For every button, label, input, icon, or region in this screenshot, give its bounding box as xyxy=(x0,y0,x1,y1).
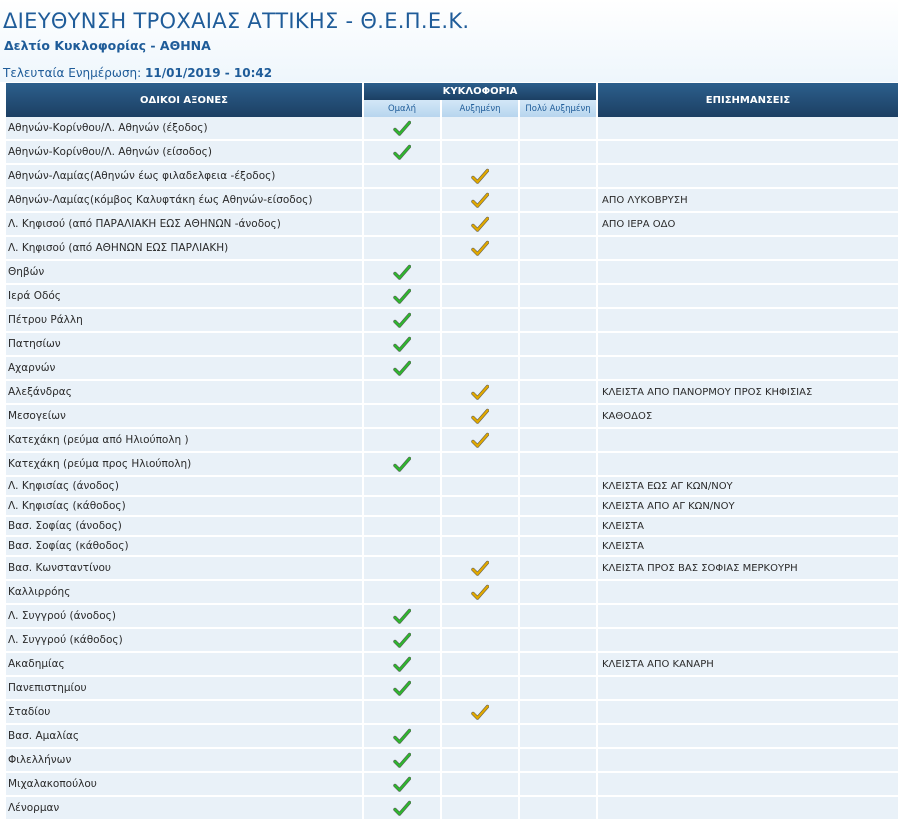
status-cell-very xyxy=(520,189,596,213)
road-name: Ακαδημίας xyxy=(6,653,362,677)
status-cell-normal xyxy=(364,285,440,309)
status-cell-increased xyxy=(442,405,518,429)
status-cell-very xyxy=(520,261,596,285)
check-green-icon xyxy=(393,336,411,352)
status-cell-normal xyxy=(364,677,440,701)
road-name: Βασ. Αμαλίας xyxy=(6,725,362,749)
table-row xyxy=(6,581,898,605)
table-row xyxy=(6,141,898,165)
status-cell-increased xyxy=(442,429,518,453)
status-cell-increased xyxy=(442,557,518,581)
road-name: Πατησίων xyxy=(6,333,362,357)
road-name: Αθηνών-Κορίνθου/Λ. Αθηνών (είσοδος) xyxy=(6,141,362,165)
status-cell-increased xyxy=(442,497,518,517)
status-cell-increased xyxy=(442,677,518,701)
check-green-icon xyxy=(393,800,411,816)
road-note xyxy=(598,773,898,797)
page-subtitle: Δελτίο Κυκλοφορίας - ΑΘΗΝΑ xyxy=(4,38,211,53)
check-yellow-icon xyxy=(471,584,489,600)
status-cell-increased xyxy=(442,261,518,285)
road-note xyxy=(598,261,898,285)
road-name: Σταδίου xyxy=(6,701,362,725)
road-note: ΑΠΟ ΛΥΚΟΒΡΥΣΗ xyxy=(598,189,898,213)
table-row xyxy=(6,165,898,189)
road-name: Βασ. Κωνσταντίνου xyxy=(6,557,362,581)
col-header-normal: Ομαλή xyxy=(364,100,440,117)
table-row xyxy=(6,429,898,453)
status-cell-normal xyxy=(364,453,440,477)
status-cell-normal xyxy=(364,653,440,677)
status-cell-increased xyxy=(442,797,518,821)
check-yellow-icon xyxy=(471,168,489,184)
road-note: ΚΛΕΙΣΤΑ ΑΠΟ ΠΑΝΟΡΜΟΥ ΠΡΟΣ ΚΗΦΙΣΙΑΣ xyxy=(598,381,898,405)
status-cell-very xyxy=(520,773,596,797)
status-cell-very xyxy=(520,357,596,381)
road-note: ΑΠΟ ΙΕΡΑ ΟΔΟ xyxy=(598,213,898,237)
status-cell-very xyxy=(520,141,596,165)
col-header-axes: ΟΔΙΚΟΙ ΑΞΟΝΕΣ xyxy=(6,83,362,117)
road-note xyxy=(598,309,898,333)
check-yellow-icon xyxy=(471,560,489,576)
table-row xyxy=(6,629,898,653)
status-cell-normal xyxy=(364,537,440,557)
col-header-notes: ΕΠΙΣΗΜΑΝΣΕΙΣ xyxy=(598,83,898,117)
check-yellow-icon xyxy=(471,432,489,448)
status-cell-very xyxy=(520,405,596,429)
check-green-icon xyxy=(393,360,411,376)
road-name: Αθηνών-Λαμίας(κόμβος Καλυφτάκη έως Αθηνών-είσοδος) xyxy=(6,189,362,213)
table-row xyxy=(6,517,898,537)
status-cell-increased xyxy=(442,357,518,381)
status-cell-normal xyxy=(364,213,440,237)
status-cell-increased xyxy=(442,537,518,557)
table-row xyxy=(6,309,898,333)
table-row xyxy=(6,537,898,557)
road-name: Λ. Συγγρού (κάθοδος) xyxy=(6,629,362,653)
road-name: Μεσογείων xyxy=(6,405,362,429)
road-note xyxy=(598,333,898,357)
status-cell-very xyxy=(520,285,596,309)
status-cell-very xyxy=(520,537,596,557)
road-name: Πανεπιστημίου xyxy=(6,677,362,701)
road-name: Κατεχάκη (ρεύμα από Ηλιούπολη ) xyxy=(6,429,362,453)
status-cell-normal xyxy=(364,497,440,517)
status-cell-normal xyxy=(364,517,440,537)
status-cell-increased xyxy=(442,117,518,141)
check-yellow-icon xyxy=(471,240,489,256)
check-yellow-icon xyxy=(471,216,489,232)
status-cell-normal xyxy=(364,701,440,725)
road-note: ΚΑΘΟΔΟΣ xyxy=(598,405,898,429)
road-name: Αθηνών-Κορίνθου/Λ. Αθηνών (έξοδος) xyxy=(6,117,362,141)
status-cell-normal xyxy=(364,605,440,629)
status-cell-increased xyxy=(442,213,518,237)
status-cell-very xyxy=(520,629,596,653)
road-name: Αλεξάνδρας xyxy=(6,381,362,405)
page-title: ΔΙΕΥΘΥΝΣΗ ΤΡΟΧΑΙΑΣ ΑΤΤΙΚΗΣ - Θ.Ε.Π.Ε.Κ. xyxy=(3,9,470,33)
status-cell-very xyxy=(520,605,596,629)
road-note xyxy=(598,453,898,477)
check-green-icon xyxy=(393,680,411,696)
status-cell-normal xyxy=(364,581,440,605)
road-name: Λένορμαν xyxy=(6,797,362,821)
status-cell-normal xyxy=(364,773,440,797)
check-yellow-icon xyxy=(471,704,489,720)
table-row xyxy=(6,357,898,381)
status-cell-increased xyxy=(442,653,518,677)
status-cell-normal xyxy=(364,165,440,189)
road-note xyxy=(598,141,898,165)
status-cell-normal xyxy=(364,557,440,581)
road-note xyxy=(598,429,898,453)
status-cell-very xyxy=(520,725,596,749)
check-green-icon xyxy=(393,608,411,624)
status-cell-very xyxy=(520,581,596,605)
status-cell-normal xyxy=(364,357,440,381)
status-cell-increased xyxy=(442,581,518,605)
status-cell-increased xyxy=(442,701,518,725)
status-cell-very xyxy=(520,309,596,333)
status-cell-very xyxy=(520,497,596,517)
last-updated-value: 11/01/2019 - 10:42 xyxy=(145,66,273,80)
status-cell-increased xyxy=(442,725,518,749)
header-area xyxy=(0,0,898,82)
check-green-icon xyxy=(393,144,411,160)
road-name: Φιλελλήνων xyxy=(6,749,362,773)
status-cell-very xyxy=(520,213,596,237)
road-name: Θηβών xyxy=(6,261,362,285)
table-row xyxy=(6,605,898,629)
check-green-icon xyxy=(393,752,411,768)
status-cell-increased xyxy=(442,285,518,309)
status-cell-normal xyxy=(364,309,440,333)
road-note xyxy=(598,749,898,773)
table-row xyxy=(6,117,898,141)
status-cell-normal xyxy=(364,749,440,773)
table-row xyxy=(6,773,898,797)
table-row xyxy=(6,237,898,261)
check-green-icon xyxy=(393,120,411,136)
status-cell-very xyxy=(520,477,596,497)
status-cell-increased xyxy=(442,453,518,477)
check-green-icon xyxy=(393,728,411,744)
table-row xyxy=(6,677,898,701)
last-updated xyxy=(3,66,272,80)
road-name: Λ. Κηφισού (από ΑΘΗΝΩΝ ΕΩΣ ΠΑΡΛΙΑΚΗ) xyxy=(6,237,362,261)
status-cell-very xyxy=(520,677,596,701)
table-row xyxy=(6,653,898,677)
road-note: ΚΛΕΙΣΤΑ xyxy=(598,537,898,557)
status-cell-normal xyxy=(364,381,440,405)
check-yellow-icon xyxy=(471,192,489,208)
table-row xyxy=(6,261,898,285)
status-cell-normal xyxy=(364,333,440,357)
table-row xyxy=(6,381,898,405)
check-green-icon xyxy=(393,656,411,672)
status-cell-increased xyxy=(442,749,518,773)
status-cell-very xyxy=(520,117,596,141)
check-green-icon xyxy=(393,632,411,648)
status-cell-normal xyxy=(364,629,440,653)
status-cell-increased xyxy=(442,141,518,165)
table-row xyxy=(6,453,898,477)
check-green-icon xyxy=(393,264,411,280)
status-cell-normal xyxy=(364,141,440,165)
status-cell-very xyxy=(520,797,596,821)
status-cell-very xyxy=(520,429,596,453)
check-green-icon xyxy=(393,776,411,792)
road-note xyxy=(598,629,898,653)
table-row xyxy=(6,749,898,773)
road-note: ΚΛΕΙΣΤΑ xyxy=(598,517,898,537)
road-note: ΚΛΕΙΣΤΑ ΑΠΟ ΚΑΝΑΡΗ xyxy=(598,653,898,677)
road-note xyxy=(598,237,898,261)
table-row xyxy=(6,497,898,517)
road-name: Λ. Συγγρού (άνοδος) xyxy=(6,605,362,629)
road-name: Λ. Κηφισίας (άνοδος) xyxy=(6,477,362,497)
status-cell-increased xyxy=(442,189,518,213)
table-row xyxy=(6,797,898,821)
table-body xyxy=(6,117,898,821)
road-name: Ιερά Οδός xyxy=(6,285,362,309)
road-note: ΚΛΕΙΣΤΑ ΕΩΣ ΑΓ ΚΩΝ/ΝΟΥ xyxy=(598,477,898,497)
road-note: ΚΛΕΙΣΤΑ ΠΡΟΣ ΒΑΣ ΣΟΦΙΑΣ ΜΕΡΚΟΥΡΗ xyxy=(598,557,898,581)
status-cell-increased xyxy=(442,165,518,189)
road-name: Λ. Κηφισού (από ΠΑΡΑΛΙΑΚΗ ΕΩΣ ΑΘΗΝΩΝ -άνοδος) xyxy=(6,213,362,237)
road-note xyxy=(598,357,898,381)
status-cell-increased xyxy=(442,381,518,405)
table-row xyxy=(6,477,898,497)
table-row xyxy=(6,405,898,429)
status-cell-normal xyxy=(364,261,440,285)
traffic-table xyxy=(4,83,898,821)
status-cell-increased xyxy=(442,309,518,333)
status-cell-normal xyxy=(364,797,440,821)
status-cell-increased xyxy=(442,333,518,357)
road-note xyxy=(598,797,898,821)
status-cell-very xyxy=(520,453,596,477)
last-updated-label: Τελευταία Ενημέρωση: xyxy=(3,66,142,80)
status-cell-very xyxy=(520,653,596,677)
road-note xyxy=(598,117,898,141)
table-row xyxy=(6,213,898,237)
status-cell-normal xyxy=(364,189,440,213)
road-name: Αθηνών-Λαμίας(Αθηνών έως φιλαδελφεια -έξοδος) xyxy=(6,165,362,189)
table-row xyxy=(6,557,898,581)
status-cell-very xyxy=(520,701,596,725)
road-note xyxy=(598,701,898,725)
status-cell-normal xyxy=(364,429,440,453)
table-row xyxy=(6,333,898,357)
status-cell-increased xyxy=(442,773,518,797)
table-row xyxy=(6,701,898,725)
road-note xyxy=(598,677,898,701)
status-cell-very xyxy=(520,557,596,581)
status-cell-normal xyxy=(364,117,440,141)
table-row xyxy=(6,725,898,749)
road-name: Καλλιρρόης xyxy=(6,581,362,605)
status-cell-normal xyxy=(364,725,440,749)
check-green-icon xyxy=(393,288,411,304)
status-cell-increased xyxy=(442,477,518,497)
status-cell-increased xyxy=(442,605,518,629)
col-header-increased: Αυξημένη xyxy=(442,100,518,117)
road-name: Μιχαλακοπούλου xyxy=(6,773,362,797)
status-cell-very xyxy=(520,165,596,189)
road-name: Πέτρου Ράλλη xyxy=(6,309,362,333)
status-cell-very xyxy=(520,333,596,357)
status-cell-normal xyxy=(364,477,440,497)
check-yellow-icon xyxy=(471,408,489,424)
check-green-icon xyxy=(393,456,411,472)
status-cell-very xyxy=(520,381,596,405)
status-cell-very xyxy=(520,237,596,261)
table-row xyxy=(6,285,898,309)
road-name: Βασ. Σοφίας (κάθοδος) xyxy=(6,537,362,557)
check-green-icon xyxy=(393,312,411,328)
status-cell-normal xyxy=(364,237,440,261)
status-cell-increased xyxy=(442,517,518,537)
road-note xyxy=(598,725,898,749)
road-note: ΚΛΕΙΣΤΑ ΑΠΟ ΑΓ ΚΩΝ/ΝΟΥ xyxy=(598,497,898,517)
check-yellow-icon xyxy=(471,384,489,400)
status-cell-increased xyxy=(442,237,518,261)
road-name: Κατεχάκη (ρεύμα προς Ηλιούπολη) xyxy=(6,453,362,477)
status-cell-normal xyxy=(364,405,440,429)
road-note xyxy=(598,581,898,605)
road-note xyxy=(598,605,898,629)
table-row xyxy=(6,189,898,213)
road-note xyxy=(598,285,898,309)
status-cell-increased xyxy=(442,629,518,653)
road-name: Βασ. Σοφίας (άνοδος) xyxy=(6,517,362,537)
road-name: Λ. Κηφισίας (κάθοδος) xyxy=(6,497,362,517)
road-note xyxy=(598,165,898,189)
road-name: Αχαρνών xyxy=(6,357,362,381)
status-cell-very xyxy=(520,517,596,537)
status-cell-very xyxy=(520,749,596,773)
col-header-traffic: ΚΥΚΛΟΦΟΡΙΑ xyxy=(364,83,596,100)
col-header-very-increased: Πολύ Αυξημένη xyxy=(520,100,596,117)
